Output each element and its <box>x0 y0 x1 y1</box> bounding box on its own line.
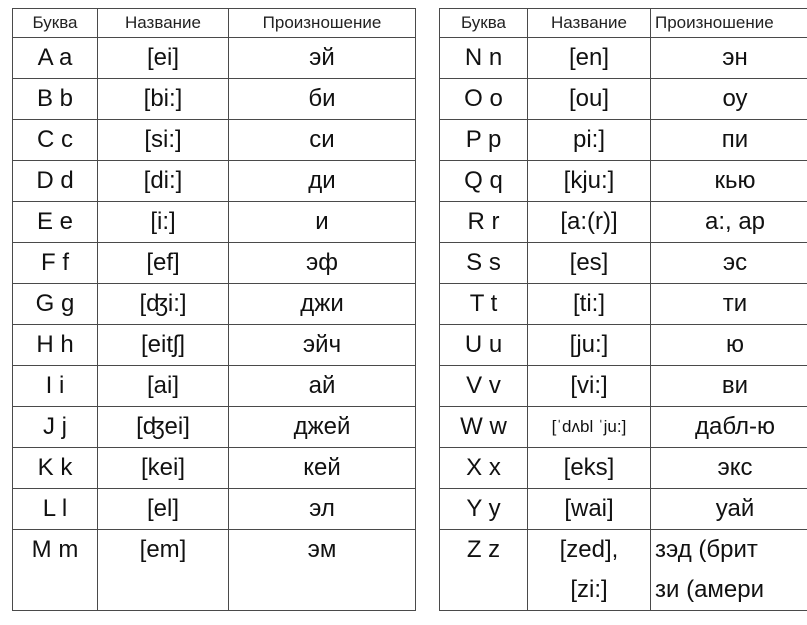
name-cell: [eks] <box>528 448 651 489</box>
pronunciation-cell: a:, ар <box>651 202 807 243</box>
name-cell: [di:] <box>98 161 229 202</box>
table-row <box>440 202 807 243</box>
table-row <box>440 161 807 202</box>
table-row <box>13 38 416 79</box>
name-cell: [en] <box>528 38 651 79</box>
header-letter: Буква <box>13 9 98 38</box>
header-pronunciation: Произношение <box>229 9 416 38</box>
name-cell: [ou] <box>528 79 651 120</box>
table-row <box>13 79 416 120</box>
table-row <box>13 202 416 243</box>
table-row <box>440 530 807 611</box>
letter-cell: D d <box>13 161 98 202</box>
table-row <box>440 243 807 284</box>
header-row <box>13 9 416 38</box>
name-cell: [si:] <box>98 120 229 161</box>
header-letter: Буква <box>440 9 528 38</box>
letter-cell: B b <box>13 79 98 120</box>
letter-cell: P p <box>440 120 528 161</box>
letter-cell: M m <box>13 530 98 611</box>
pronunciation-cell: пи <box>651 120 807 161</box>
name-cell: [vi:] <box>528 366 651 407</box>
letter-cell: G g <box>13 284 98 325</box>
table-row <box>440 489 807 530</box>
table-row <box>440 120 807 161</box>
letter-cell: H h <box>13 325 98 366</box>
letter-cell: W w <box>440 407 528 448</box>
name-cell: [i:] <box>98 202 229 243</box>
letter-cell: Z z <box>440 530 528 611</box>
name-cell: [ei] <box>98 38 229 79</box>
pronunciation-cell <box>651 530 807 611</box>
pronunciation-cell: кей <box>229 448 416 489</box>
letter-cell: N n <box>440 38 528 79</box>
header-name: Название <box>528 9 651 38</box>
pronunciation-cell: экс <box>651 448 807 489</box>
letter-cell: K k <box>13 448 98 489</box>
pronunciation-cell: ти <box>651 284 807 325</box>
name-cell: [em] <box>98 530 229 611</box>
table-row <box>440 38 807 79</box>
table-row <box>13 448 416 489</box>
name-cell: [es] <box>528 243 651 284</box>
table-row <box>13 325 416 366</box>
name-cell: [bi:] <box>98 79 229 120</box>
name-cell: [kei] <box>98 448 229 489</box>
letter-cell: A a <box>13 38 98 79</box>
pronunciation-cell: кью <box>651 161 807 202</box>
pronunciation-cell: ви <box>651 366 807 407</box>
letter-cell: C c <box>13 120 98 161</box>
table-row <box>13 243 416 284</box>
pronunciation-cell: эф <box>229 243 416 284</box>
alphabet-table-left <box>12 8 416 611</box>
name-cell: [wai] <box>528 489 651 530</box>
table-row <box>13 489 416 530</box>
table-row <box>440 284 807 325</box>
pronunciation-cell: оу <box>651 79 807 120</box>
pronunciation-cell: и <box>229 202 416 243</box>
table-row <box>440 407 807 448</box>
letter-cell: I i <box>13 366 98 407</box>
letter-cell: U u <box>440 325 528 366</box>
table-row <box>440 366 807 407</box>
pronunciation-cell: дабл-ю <box>651 407 807 448</box>
letter-cell: T t <box>440 284 528 325</box>
letter-cell: Q q <box>440 161 528 202</box>
pronunciation-cell: эс <box>651 243 807 284</box>
name-cell: [ai] <box>98 366 229 407</box>
header-name: Название <box>98 9 229 38</box>
pronunciation-cell: эй <box>229 38 416 79</box>
table-row <box>440 325 807 366</box>
name-cell: [kju:] <box>528 161 651 202</box>
pronunciation-cell: джей <box>229 407 416 448</box>
alphabet-table-right <box>439 8 807 611</box>
pronunciation-cell: би <box>229 79 416 120</box>
pronunciation-cell: ю <box>651 325 807 366</box>
table-row <box>440 79 807 120</box>
letter-cell: R r <box>440 202 528 243</box>
header-row <box>440 9 807 38</box>
table-row <box>13 407 416 448</box>
letter-cell: J j <box>13 407 98 448</box>
table-row <box>13 120 416 161</box>
table-row <box>13 161 416 202</box>
letter-cell: X x <box>440 448 528 489</box>
name-cell: pi:] <box>528 120 651 161</box>
name-line-2: [zi:] <box>570 576 608 603</box>
pronunciation-cell: си <box>229 120 416 161</box>
name-line-1: [zed], <box>559 536 619 563</box>
letter-cell: S s <box>440 243 528 284</box>
name-cell: [ʤi:] <box>98 284 229 325</box>
table-row <box>13 530 416 611</box>
pronunciation-cell: эйч <box>229 325 416 366</box>
letter-cell: Y y <box>440 489 528 530</box>
pronunciation-cell: ай <box>229 366 416 407</box>
name-cell: [el] <box>98 489 229 530</box>
pronunciation-cell: джи <box>229 284 416 325</box>
table-row <box>440 448 807 489</box>
letter-cell: F f <box>13 243 98 284</box>
pronunciation-cell: эн <box>651 38 807 79</box>
letter-cell: L l <box>13 489 98 530</box>
letter-cell: E e <box>13 202 98 243</box>
name-cell: [ʤei] <box>98 407 229 448</box>
name-cell: [ef] <box>98 243 229 284</box>
name-cell: [ˈdʌbl ˈju:] <box>528 407 651 448</box>
pronunciation-line-2: зи (амери <box>655 576 765 603</box>
pronunciation-cell: эм <box>229 530 416 611</box>
pronunciation-cell: ди <box>229 161 416 202</box>
pronunciation-cell: эл <box>229 489 416 530</box>
name-cell <box>528 530 651 611</box>
letter-cell: O o <box>440 79 528 120</box>
table-row <box>13 284 416 325</box>
pronunciation-cell: уай <box>651 489 807 530</box>
name-cell: [ju:] <box>528 325 651 366</box>
letter-cell: V v <box>440 366 528 407</box>
name-cell: [ti:] <box>528 284 651 325</box>
pronunciation-line-1: зэд (брит <box>655 536 758 563</box>
header-pronunciation: Произношение <box>651 9 807 38</box>
name-cell: [eitʃ] <box>98 325 229 366</box>
name-cell: [a:(r)] <box>528 202 651 243</box>
table-row <box>13 366 416 407</box>
